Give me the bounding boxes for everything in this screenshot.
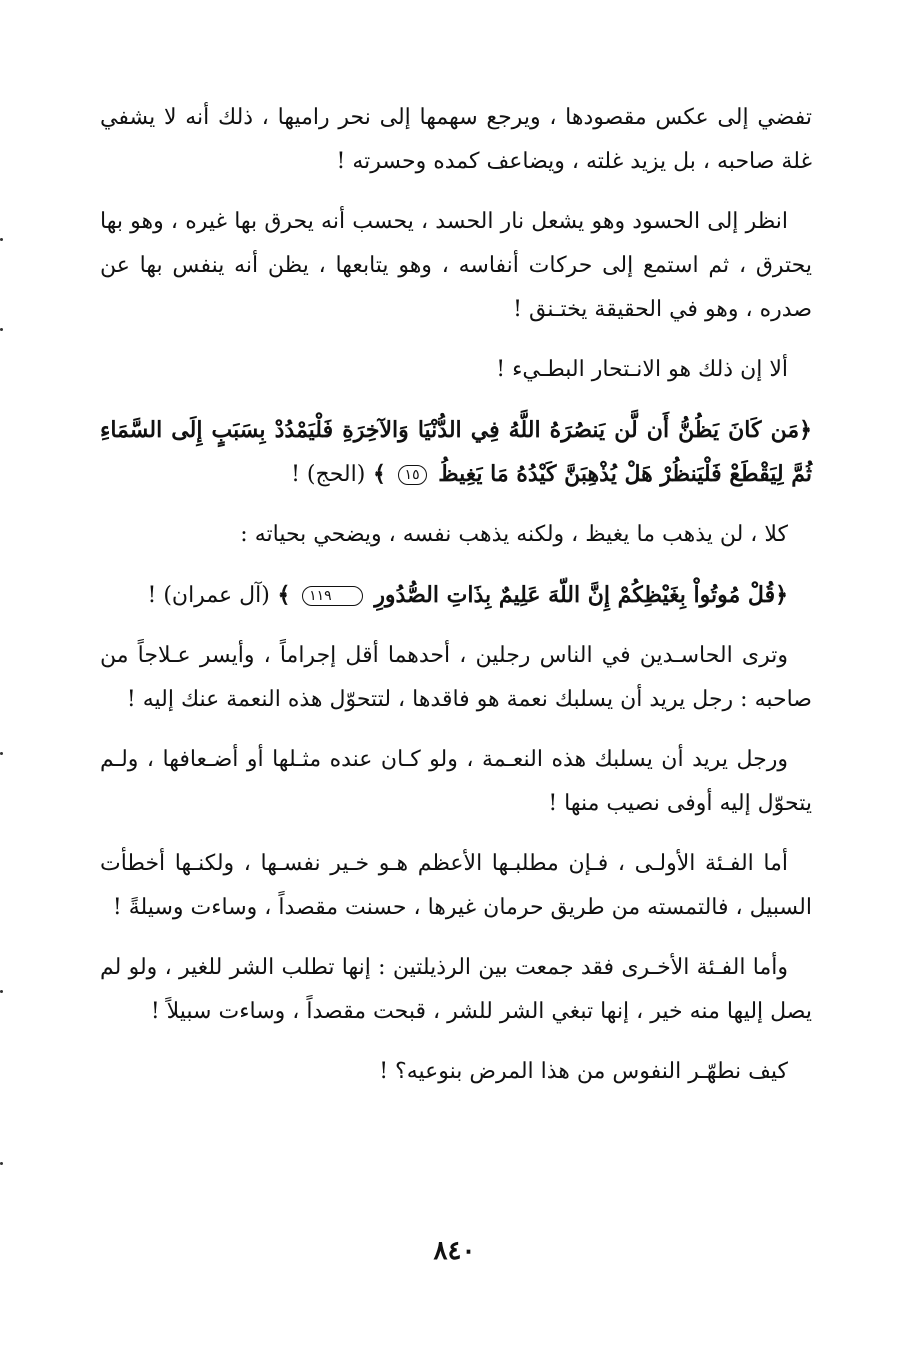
ayah-number-hajj: ١٥: [398, 465, 427, 485]
margin-mark: [0, 752, 3, 755]
paragraph-9: كيف نطهّـر النفوس من هذا المرض بنوعيه؟ !: [379, 1059, 788, 1084]
margin-mark: [0, 990, 3, 993]
quran-verse-imran: [100, 573, 812, 618]
margin-mark: [0, 328, 3, 331]
paragraph-5: وترى الحاسـدين في الناس رجلين ، أحدهما أقل إجراماً ، وأيسر عـلاجاً من صاحبه : رجل يريد أن يسلبك نعمة هو فاقدها ، لتتحوّل هذه النعمة عنك إليه !: [100, 643, 812, 712]
ayah-number-imran: ١١٩: [302, 586, 363, 606]
paragraph-6: ورجل يريد أن يسلبك هذه النعـمة ، ولو كـان عنده مثـلها أو أضـعافها ، ولـم يتحوّل إليه أوفى نصيب منها !: [100, 747, 812, 816]
quran-verse-imran-text: ﴿قُلْ مُوتُواْ بِغَيْظِكُمْ إِنَّ اللّهَ عَلِيمٌ بِذَاتِ الصُّدُورِ: [374, 582, 788, 608]
quran-verse-imran-close: ﴾: [277, 582, 291, 608]
page-number: ٨٤٠: [433, 1236, 476, 1266]
page-body: [100, 96, 812, 1110]
paragraph-1: تفضي إلى عكس مقصودها ، ويرجع سهمها إلى نحر راميها ، ذلك أنه لا يشفي غلة صاحبه ، بل يزيد غلته ، ويضاعف كمده وحسرته !: [100, 105, 812, 174]
paragraph-2: انظر إلى الحسود وهو يشعل نار الحسد ، يحسب أنه يحرق بها غيره ، وهو بها يحترق ، ثم استمع إلى حركات أنفاسه ، وهو يتابعها ، يظن أنه ينفس بها عن صدره ، وهو في الحقيقة يختـنق !: [100, 209, 812, 322]
paragraph-8: وأما الفـئة الأخـرى فقد جمعت بين الرذيلتين : إنها تطلب الشر للغير ، ولو لم يصل إليها منه خير ، إنها تبغي الشر للشر ، قبحت مقصداً ، وساءت سبيلاً !: [100, 955, 812, 1024]
quran-verse-hajj-close: ﴾: [372, 461, 386, 487]
paragraph-3: ألا إن ذلك هو الانـتحار البطـيء !: [496, 357, 788, 382]
margin-mark: [0, 1162, 3, 1165]
surah-name-hajj: (الحج) !: [291, 462, 366, 487]
margin-mark: [0, 238, 3, 241]
paragraph-4: كلا ، لن يذهب ما يغيظ ، ولكنه يذهب نفسه ، ويضحي بحياته :: [240, 522, 788, 547]
quran-verse-hajj-text: ﴿مَن كَانَ يَظُنُّ أَن لَّن يَنصُرَهُ اللَّهُ فِي الدُّنْيَا وَالآخِرَةِ فَلْيَمْدُدْ بِسَبَبٍ إِلَى السَّمَاءِ ثُمَّ لِيَقْطَعْ فَلْيَنظُرْ هَلْ يُذْهِبَنَّ كَيْدُهُ مَا يَغِيظُ: [100, 417, 812, 487]
quran-verse-hajj: [100, 408, 812, 497]
paragraph-7: أما الفـئة الأولـى ، فـإن مطلبـها الأعظم هـو خـير نفسـها ، ولكنـها أخطأت السبيل ، فالتمسته من طريق حرمان غيرها ، حسنت مقصداً ، وساءت وسيلةً !: [100, 851, 812, 920]
surah-name-imran: (آل عمران) !: [147, 583, 270, 608]
